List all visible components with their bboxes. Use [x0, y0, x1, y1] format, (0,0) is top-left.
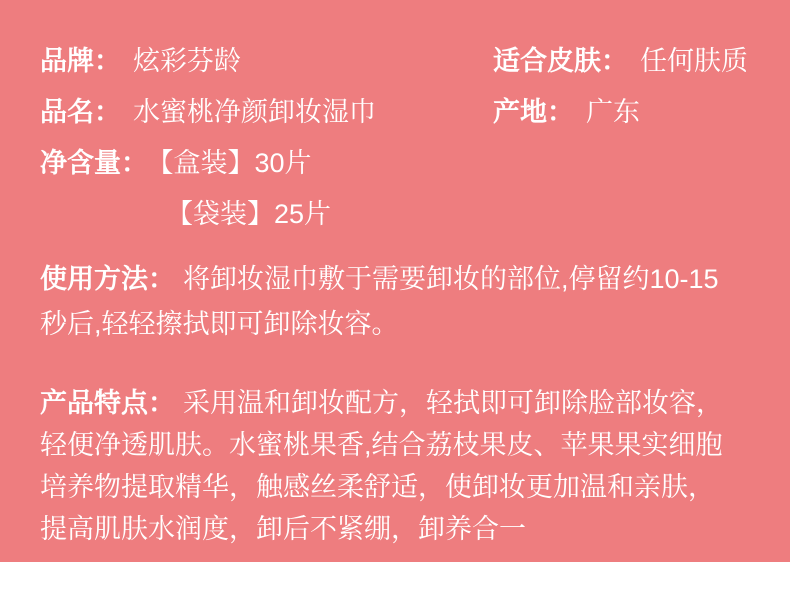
features-line: 提高肌肤水润度，卸后不紧绷，卸养合一 [40, 514, 526, 544]
bottom-white-strip [0, 562, 790, 589]
product-name-spec [40, 97, 376, 127]
features-line: 轻便净透肌肤。水蜜桃果香,结合荔枝果皮、苹果果实细胞 [40, 430, 723, 460]
features-text: 采用温和卸妆配方，轻拭即可卸除脸部妆容， [183, 388, 723, 418]
skin-type-value: 任何肤质 [640, 46, 748, 76]
usage-text: 将卸妆湿巾敷于需要卸妆的部位,停留约10-15 [183, 264, 719, 294]
product-name-value: 水蜜桃净颜卸妆湿巾 [133, 97, 376, 127]
net-content-spec [40, 148, 312, 178]
features-line [40, 382, 750, 424]
brand-label: 品牌： [40, 46, 121, 76]
net-content-bag-value: 【袋装】25片 [166, 199, 332, 229]
origin-spec [493, 87, 640, 138]
spec-row-name-origin [40, 87, 750, 138]
net-content-box-value: 【盒装】30片 [160, 148, 312, 178]
skin-spec [493, 36, 748, 87]
features-line: 培养物提取精华，触感丝柔舒适，使卸妆更加温和亲肤， [40, 472, 715, 502]
origin-value: 广东 [586, 97, 640, 127]
spec-row-net-content-bag [40, 189, 750, 240]
product-name-label: 品名： [40, 97, 121, 127]
features-section [40, 382, 750, 550]
usage-label: 使用方法： [40, 264, 175, 294]
features-label: 产品特点： [40, 388, 175, 418]
brand-spec [40, 46, 241, 76]
usage-line: 秒后,轻轻擦拭即可卸除妆容。 [40, 309, 399, 339]
spec-row-net-content-box [40, 138, 750, 189]
brand-value: 炫彩芬龄 [133, 46, 241, 76]
usage-line [40, 257, 750, 302]
skin-type-label: 适合皮肤： [493, 46, 628, 76]
net-content-label: 净含量： [40, 148, 148, 178]
origin-label: 产地： [493, 97, 574, 127]
spec-row-brand-skin [40, 36, 750, 87]
usage-section [40, 257, 750, 347]
